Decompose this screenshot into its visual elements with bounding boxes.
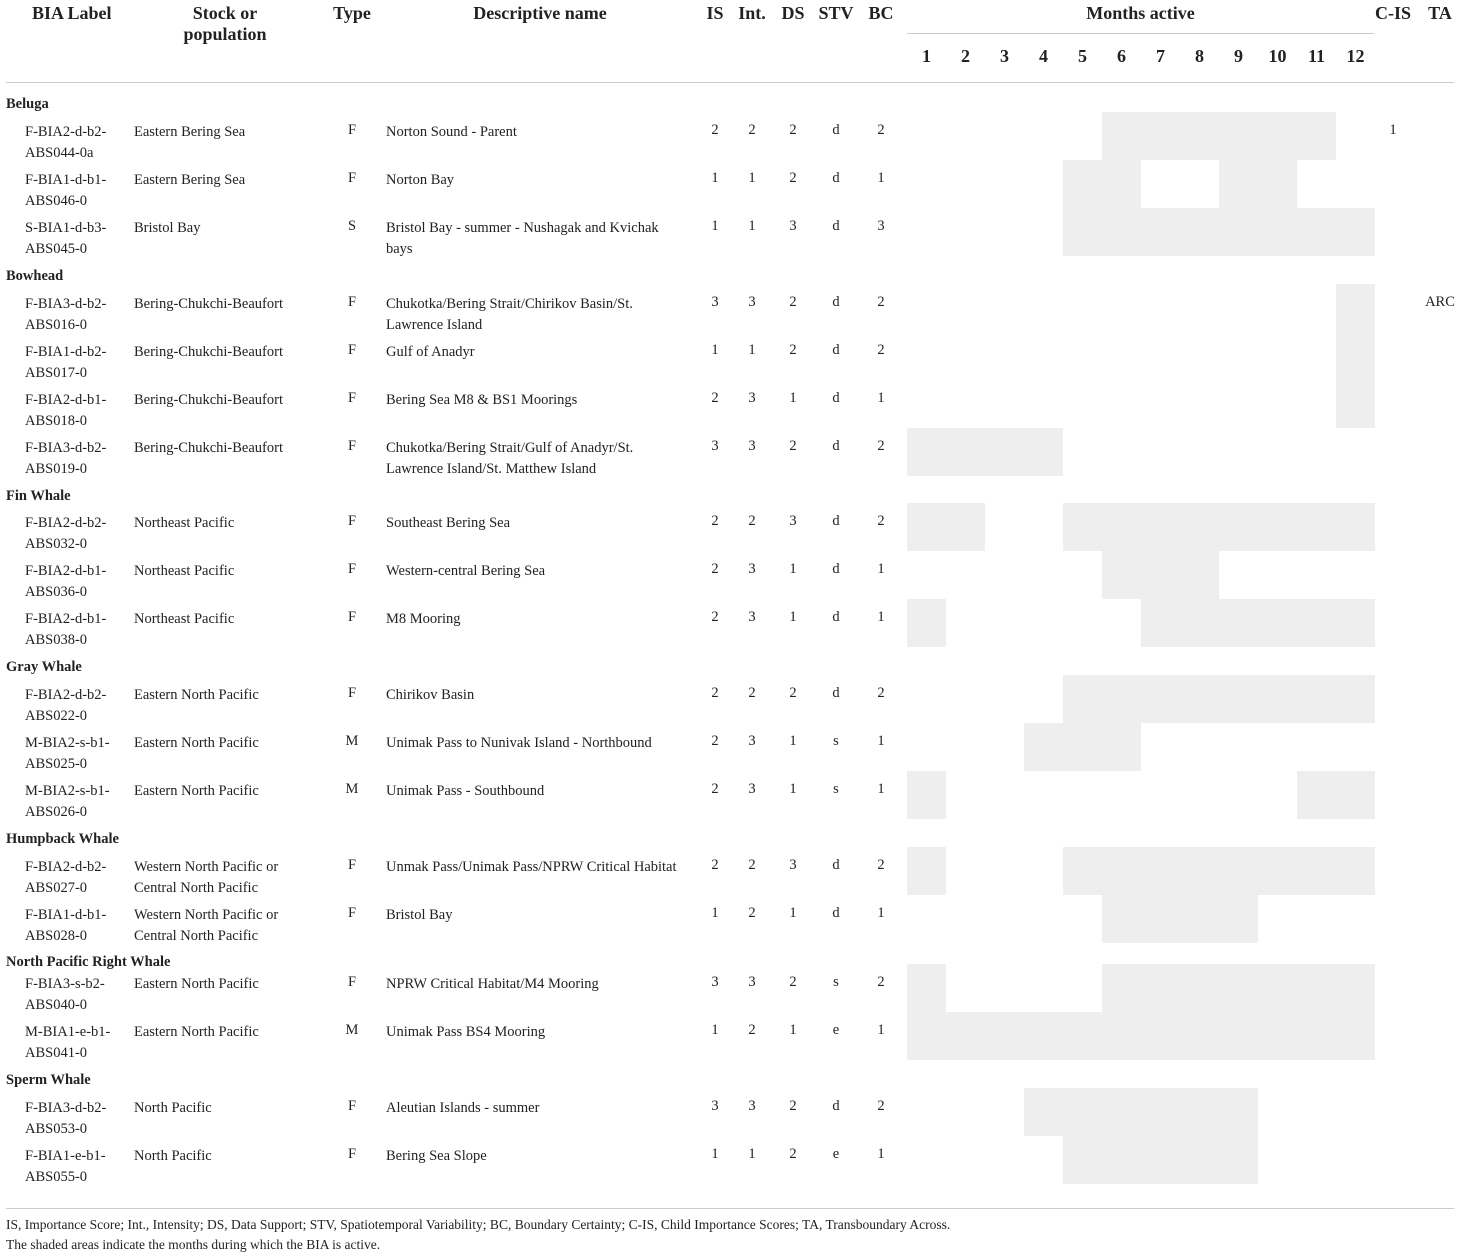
month-number-1: 1 [922,46,931,66]
data-support: 2 [789,974,797,990]
species-group-heading: North Pacific Right Whale [6,954,171,970]
month-number-6: 6 [1117,46,1126,66]
header-c-is: C-IS [1374,3,1411,23]
header-ta: TA [1428,3,1452,23]
boundary-certainty: 1 [877,781,885,797]
boundary-certainty: 2 [877,974,885,990]
header-descriptive-name: Descriptive name [473,3,607,23]
data-support: 2 [789,294,797,310]
boundary-certainty: 1 [877,1146,885,1162]
data-support: 1 [789,390,797,406]
active-months-shading [907,964,946,1012]
descriptive-name: Norton Sound - Parent [386,124,517,140]
bia-label: F-BIA3-d-b2-ABS016-0 [25,296,107,333]
bia-type: F [347,974,357,990]
month-number-10: 10 [1268,46,1287,66]
active-months-shading [1336,332,1375,380]
importance-score: 1 [711,1146,719,1162]
header-type: Type [333,3,371,23]
bia-label: F-BIA3-s-b2-ABS040-0 [25,976,105,1013]
active-months-shading [1102,551,1219,599]
species-group-heading: Fin Whale [6,488,71,504]
bia-label: F-BIA2-d-b1-ABS036-0 [25,563,107,600]
descriptive-name: Chirikov Basin [386,687,475,703]
intensity: 2 [748,905,756,921]
spatiotemporal-variability: s [833,733,839,749]
footnote-abbreviations: IS, Importance Score; Int., Intensity; DS, Data Support; STV, Spatiotemporal Variability; BC, Boundary Certainty; C-IS, Child Importance Scores; TA, Transboundary Across. [6,1217,951,1232]
descriptive-name: Norton Bay [386,172,455,188]
stock-population: North Pacific [134,1100,212,1116]
intensity: 3 [748,1098,756,1114]
intensity: 2 [748,122,756,138]
stock-population: Eastern Bering Sea [134,172,246,188]
bia-label: F-BIA2-d-b2-ABS032-0 [25,515,107,552]
descriptive-name: Bristol Bay [386,907,453,923]
data-support: 2 [789,170,797,186]
bia-label: F-BIA2-d-b2-ABS044-0a [25,124,107,161]
active-months-shading [1102,964,1375,1012]
data-support: 2 [789,342,797,358]
child-importance-score: 1 [1389,122,1397,138]
month-number-7: 7 [1156,46,1165,66]
bia-label: F-BIA1-e-b1-ABS055-0 [25,1148,106,1185]
descriptive-name: Unimak Pass to Nunivak Island - Northbound [386,735,652,751]
boundary-certainty: 2 [877,857,885,873]
descriptive-name: Bering Sea Slope [386,1148,487,1164]
importance-score: 1 [711,342,719,358]
intensity: 3 [748,974,756,990]
spatiotemporal-variability: s [833,974,839,990]
descriptive-name: Aleutian Islands - summer [386,1100,540,1116]
data-support: 2 [789,1098,797,1114]
active-months-shading [907,771,946,819]
intensity: 2 [748,857,756,873]
month-number-2: 2 [961,46,970,66]
boundary-certainty: 2 [877,685,885,701]
active-months-shading [907,428,1063,476]
bia-type: F [347,1146,357,1162]
bia-label: M-BIA1-e-b1-ABS041-0 [25,1024,111,1061]
bia-type: F [347,122,357,138]
bia-label: M-BIA2-s-b1-ABS025-0 [25,735,110,772]
header-is: IS [706,3,724,23]
active-months-shading [907,847,946,895]
stock-population: Western North Pacific or Central North Pacific [134,907,279,944]
month-number-8: 8 [1195,46,1204,66]
importance-score: 2 [711,609,719,625]
stock-population: Eastern North Pacific [134,1024,259,1040]
importance-score: 2 [711,561,719,577]
stock-population: Western North Pacific or Central North Pacific [134,859,279,896]
stock-population: Eastern Bering Sea [134,124,246,140]
bia-type: F [347,685,357,701]
importance-score: 2 [711,685,719,701]
active-months-shading [1336,380,1375,428]
data-support: 2 [789,122,797,138]
header-months-active: Months active [1086,3,1195,23]
stock-population: Eastern North Pacific [134,687,259,703]
bia-label: F-BIA1-d-b2-ABS017-0 [25,344,107,381]
month-number-4: 4 [1039,46,1048,66]
boundary-certainty: 2 [877,513,885,529]
bia-type: F [347,390,357,406]
bia-type: F [347,438,357,454]
header-ds: DS [781,3,805,23]
bia-label: F-BIA2-d-b1-ABS038-0 [25,611,107,648]
boundary-certainty: 1 [877,733,885,749]
bia-type: M [345,781,359,797]
stock-population: Northeast Pacific [134,611,235,627]
species-group-heading: Sperm Whale [6,1072,91,1088]
boundary-certainty: 2 [877,1098,885,1114]
intensity: 1 [748,218,756,234]
intensity: 1 [748,170,756,186]
importance-score: 1 [711,1022,719,1038]
spatiotemporal-variability: d [832,857,840,873]
descriptive-name: Chukotka/Bering Strait/Chirikov Basin/St. Lawrence Island [386,296,633,333]
importance-score: 2 [711,390,719,406]
descriptive-name: Unmak Pass/Unimak Pass/NPRW Critical Habitat [386,859,677,875]
active-months-shading [1063,503,1375,551]
active-months-shading [1063,847,1375,895]
stock-population: Bering-Chukchi-Beaufort [134,440,283,456]
bia-label: F-BIA1-d-b1-ABS028-0 [25,907,107,944]
descriptive-name: Bering Sea M8 & BS1 Moorings [386,392,578,408]
bia-type: M [345,1022,359,1038]
data-support: 1 [789,905,797,921]
header-stock: Stock or population [183,3,267,44]
descriptive-name: Chukotka/Bering Strait/Gulf of Anadyr/St. Lawrence Island/St. Matthew Island [386,440,634,477]
stock-population: Northeast Pacific [134,563,235,579]
header-stv: STV [818,3,854,23]
bia-type: F [347,342,357,358]
descriptive-name: NPRW Critical Habitat/M4 Mooring [386,976,599,992]
stock-population: Northeast Pacific [134,515,235,531]
month-number-12: 12 [1346,46,1365,66]
data-support: 1 [789,561,797,577]
descriptive-name: Bristol Bay - summer - Nushagak and Kvichak bays [386,220,659,257]
spatiotemporal-variability: d [832,390,840,406]
spatiotemporal-variability: d [832,905,840,921]
spatiotemporal-variability: d [832,561,840,577]
active-months-shading [907,599,946,647]
month-number-9: 9 [1234,46,1243,66]
boundary-certainty: 2 [877,342,885,358]
importance-score: 1 [711,905,719,921]
spatiotemporal-variability: d [832,1098,840,1114]
spatiotemporal-variability: d [832,685,840,701]
bia-label: F-BIA3-d-b2-ABS019-0 [25,440,107,477]
importance-score: 2 [711,781,719,797]
data-support: 2 [789,438,797,454]
bia-label: F-BIA1-d-b1-ABS046-0 [25,172,107,209]
descriptive-name: Unimak Pass BS4 Mooring [386,1024,546,1040]
descriptive-name: M8 Mooring [386,611,461,627]
spatiotemporal-variability: s [833,781,839,797]
data-support: 1 [789,781,797,797]
spatiotemporal-variability: d [832,218,840,234]
importance-score: 3 [711,438,719,454]
bia-type: F [347,1098,357,1114]
stock-population: Bering-Chukchi-Beaufort [134,344,283,360]
stock-population: Bristol Bay [134,220,201,236]
bia-label: S-BIA1-d-b3-ABS045-0 [25,220,107,257]
bia-type: F [347,513,357,529]
intensity: 3 [748,781,756,797]
importance-score: 2 [711,733,719,749]
active-months-shading [1063,675,1375,723]
species-group-heading: Humpback Whale [6,831,119,847]
species-group-heading: Gray Whale [6,659,82,675]
importance-score: 1 [711,170,719,186]
header-bia-label: BIA Label [32,3,112,23]
table-bottom-rule [6,1208,1454,1209]
months-header-rule [907,33,1374,34]
footnote-shading: The shaded areas indicate the months during which the BIA is active. [6,1237,381,1252]
bia-type: F [347,857,357,873]
spatiotemporal-variability: d [832,609,840,625]
active-months-shading [1024,723,1141,771]
intensity: 3 [748,438,756,454]
bia-label: F-BIA2-d-b2-ABS027-0 [25,859,107,896]
intensity: 1 [748,1146,756,1162]
species-group-heading: Bowhead [6,268,64,284]
importance-score: 2 [711,122,719,138]
spatiotemporal-variability: e [832,1146,840,1162]
intensity: 2 [748,1022,756,1038]
intensity: 3 [748,561,756,577]
spatiotemporal-variability: d [832,170,840,186]
active-months-shading [907,1012,1375,1060]
data-support: 2 [789,685,797,701]
data-support: 2 [789,1146,797,1162]
active-months-shading [1297,771,1375,819]
boundary-certainty: 1 [877,905,885,921]
active-months-shading [1063,160,1141,208]
spatiotemporal-variability: d [832,122,840,138]
spatiotemporal-variability: d [832,294,840,310]
bia-type: F [347,609,357,625]
intensity: 3 [748,390,756,406]
data-support: 1 [789,1022,797,1038]
bia-type: F [347,170,357,186]
data-support: 3 [789,513,797,529]
intensity: 3 [748,294,756,310]
month-number-11: 11 [1307,46,1325,66]
bia-type: F [347,561,357,577]
active-months-shading [907,503,985,551]
importance-score: 1 [711,218,719,234]
intensity: 3 [748,733,756,749]
boundary-certainty: 2 [877,122,885,138]
active-months-shading [1141,599,1375,647]
month-number-5: 5 [1078,46,1087,66]
bia-type: S [347,218,357,234]
descriptive-name: Western-central Bering Sea [386,563,546,579]
bia-type: M [345,733,359,749]
boundary-certainty: 1 [877,1022,885,1038]
stock-population: Eastern North Pacific [134,783,259,799]
boundary-certainty: 1 [877,609,885,625]
active-months-shading [1063,1136,1258,1184]
stock-population: Bering-Chukchi-Beaufort [134,392,283,408]
boundary-certainty: 1 [877,170,885,186]
boundary-certainty: 2 [877,438,885,454]
data-support: 1 [789,609,797,625]
data-support: 3 [789,218,797,234]
boundary-certainty: 1 [877,561,885,577]
importance-score: 3 [711,1098,719,1114]
intensity: 1 [748,342,756,358]
boundary-certainty: 3 [877,218,885,234]
bia-label: F-BIA2-d-b1-ABS018-0 [25,392,107,429]
stock-population: Bering-Chukchi-Beaufort [134,296,283,312]
active-months-shading [1102,895,1258,943]
header-bottom-rule [6,82,1454,83]
header-intensity: Int. [738,3,766,23]
bia-type: F [347,905,357,921]
data-support: 1 [789,733,797,749]
descriptive-name: Unimak Pass - Southbound [386,783,545,799]
boundary-certainty: 2 [877,294,885,310]
spatiotemporal-variability: d [832,438,840,454]
header-bc: BC [868,3,894,23]
spatiotemporal-variability: d [832,513,840,529]
intensity: 3 [748,609,756,625]
importance-score: 3 [711,294,719,310]
species-group-heading: Beluga [6,96,49,112]
importance-score: 2 [711,513,719,529]
bia-type: F [347,294,357,310]
active-months-shading [1102,112,1336,160]
active-months-shading [1024,1088,1258,1136]
data-support: 3 [789,857,797,873]
descriptive-name: Southeast Bering Sea [386,515,511,531]
descriptive-name: Gulf of Anadyr [386,344,475,360]
transboundary-across: ARC [1425,294,1455,310]
bia-label: F-BIA3-d-b2-ABS053-0 [25,1100,107,1137]
active-months-shading [1336,284,1375,332]
boundary-certainty: 1 [877,390,885,406]
importance-score: 3 [711,974,719,990]
bia-label: F-BIA2-d-b2-ABS022-0 [25,687,107,724]
stock-population: Eastern North Pacific [134,976,259,992]
intensity: 2 [748,685,756,701]
bia-label: M-BIA2-s-b1-ABS026-0 [25,783,110,820]
importance-score: 2 [711,857,719,873]
month-number-3: 3 [1000,46,1009,66]
active-months-shading [1063,208,1375,256]
intensity: 2 [748,513,756,529]
stock-population: North Pacific [134,1148,212,1164]
spatiotemporal-variability: d [832,342,840,358]
spatiotemporal-variability: e [832,1022,840,1038]
active-months-shading [1219,160,1297,208]
stock-population: Eastern North Pacific [134,735,259,751]
